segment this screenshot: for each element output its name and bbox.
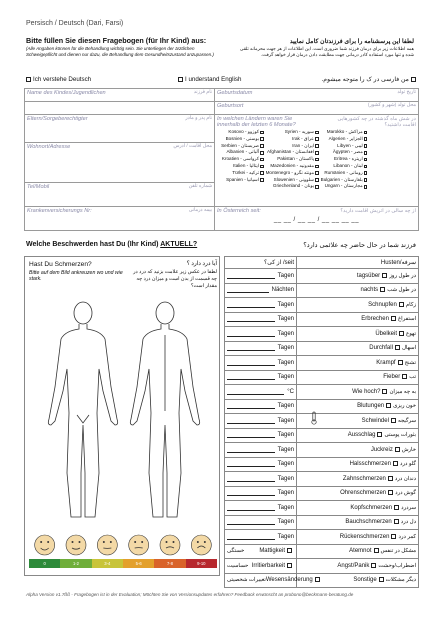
country-checkbox[interactable] <box>315 151 319 155</box>
country-option[interactable]: Mazedonien - مقدونیه <box>266 163 319 170</box>
symptom-duration[interactable]: Tagen <box>225 341 297 356</box>
extra-checkbox[interactable] <box>379 577 384 582</box>
pain-face-icon[interactable] <box>35 535 55 555</box>
checkbox-english[interactable] <box>178 77 183 82</box>
country-checkbox[interactable] <box>315 165 319 169</box>
symptom-duration[interactable]: Tagen <box>225 443 297 458</box>
country-option[interactable]: Ägypten - مصر <box>321 149 368 156</box>
symptom-label[interactable]: Kopfschmerzen سردرد <box>297 501 419 516</box>
symptom-label[interactable]: Rückenschmerzen کمر درد <box>297 530 419 545</box>
symptom-label[interactable]: Bauchschmerzen دل درد <box>297 515 419 530</box>
child-name-input-area[interactable] <box>25 102 215 115</box>
insurance-field[interactable]: Krankenversicherungs Nr: بیمه درمانی <box>25 207 215 231</box>
checkbox-german[interactable] <box>26 77 31 82</box>
extra-symptom-left[interactable]: خستگی Mattigkeit <box>225 544 297 559</box>
child-name-field[interactable]: Name des Kindes/Jugendlichen نام فرزند <box>25 89 215 102</box>
country-option <box>369 156 416 163</box>
country-checkbox[interactable] <box>260 171 264 175</box>
extra-checkbox[interactable] <box>371 563 376 568</box>
country-option[interactable]: Italien - ایتالیا <box>217 163 264 170</box>
personal-data-form <box>24 88 419 231</box>
option-english[interactable] <box>178 76 241 83</box>
pain-scale[interactable] <box>29 559 217 568</box>
symptom-checkbox[interactable] <box>391 316 396 321</box>
country-option[interactable]: Irak - عراق <box>266 136 319 143</box>
pain-faces[interactable] <box>29 532 217 558</box>
symptom-checkbox[interactable] <box>382 273 387 278</box>
guardian-field[interactable]: Eltern/Sorgeberechtigter نام پدر و مادر <box>25 115 215 143</box>
country-checkbox[interactable] <box>260 178 264 182</box>
symptom-duration[interactable]: Tagen <box>225 472 297 487</box>
pain-face-icon[interactable] <box>97 535 117 555</box>
country-checkbox[interactable] <box>260 165 264 169</box>
address-field[interactable]: Wohnort/Adresse محل اقامت / آدرس <box>25 143 215 183</box>
symptom-row <box>225 530 419 545</box>
pain-scale-segment[interactable]: 9-10 <box>186 559 217 568</box>
pain-face-icon[interactable] <box>129 535 149 555</box>
country-option[interactable]: Eritrea - اریتره <box>321 156 368 163</box>
country-option <box>369 177 416 184</box>
symptom-label[interactable]: Durchfall اسهال <box>297 341 419 356</box>
phone-field[interactable]: Tel/Mobil شماره تلفن <box>25 183 215 207</box>
country-checkbox[interactable] <box>315 137 319 141</box>
pain-scale-segment[interactable]: 3-4 <box>92 559 123 568</box>
option-farsi-label: من فارسی در ک را متوجه میشوم. <box>321 76 409 83</box>
symptom-row <box>225 486 419 501</box>
country-checkbox[interactable] <box>364 158 368 162</box>
intro-german <box>26 36 226 57</box>
country-option[interactable]: Kosovo - کوزوو <box>217 129 264 136</box>
symptom-duration[interactable]: Tagen <box>225 327 297 342</box>
country-checkbox[interactable] <box>260 151 264 155</box>
symptom-label[interactable]: Krampf تشنج <box>297 356 419 371</box>
symptom-cough-header: Husten/سرفه <box>297 257 419 269</box>
country-option <box>369 163 416 170</box>
extra-symptom-row <box>225 573 419 588</box>
symptom-row <box>225 298 419 313</box>
extra-checkbox[interactable] <box>287 548 292 553</box>
country-checkbox[interactable] <box>315 171 319 175</box>
extra-checkbox[interactable] <box>374 548 379 553</box>
symptom-duration[interactable]: Tagen <box>225 399 297 414</box>
symptom-checkbox[interactable] <box>402 374 407 379</box>
symptom-duration[interactable]: Tagen <box>225 530 297 545</box>
symptom-label[interactable]: Fieber تب <box>297 370 419 385</box>
intro-german-title: Bitte füllen Sie diesen Fragebogen (für Ihr Kind) aus: <box>26 36 207 45</box>
country-checkbox[interactable] <box>364 151 368 155</box>
country-option[interactable]: Rumänien - رومانی <box>321 170 368 177</box>
pain-scale-segment[interactable]: 1-2 <box>60 559 91 568</box>
symptom-label[interactable]: Juckreiz خارش <box>297 443 419 458</box>
pain-face-icon[interactable] <box>160 535 180 555</box>
symptom-checkbox[interactable] <box>399 302 404 307</box>
country-option[interactable]: Spanien - اسپانیا <box>217 177 264 184</box>
symptom-table <box>224 256 419 588</box>
symptom-duration[interactable]: Tagen <box>225 370 297 385</box>
country-checkbox[interactable] <box>260 131 264 135</box>
checkbox-farsi[interactable] <box>411 77 416 82</box>
country-option[interactable]: Pakistan - پاکستان <box>266 156 319 163</box>
symptom-checkbox[interactable] <box>394 505 399 510</box>
extra-symptom-right[interactable]: Angst/Panik اضطراب/وحشت <box>297 559 419 574</box>
symptom-label[interactable]: Übelkeit تهوع <box>297 327 419 342</box>
country-option[interactable]: Libanon - لبنان <box>321 163 368 170</box>
symptom-row <box>225 341 419 356</box>
pain-scale-segment[interactable]: 0 <box>29 559 60 568</box>
country-option[interactable]: Marokko - مراکش <box>321 129 368 136</box>
country-checkbox[interactable] <box>260 144 264 148</box>
country-checkbox[interactable] <box>260 137 264 141</box>
country-checkbox[interactable] <box>260 158 264 162</box>
country-option[interactable]: Libyen - لیبی <box>321 143 368 150</box>
symptom-row <box>225 283 419 298</box>
symptom-row <box>225 327 419 342</box>
pain-scale-segment[interactable]: 7-8 <box>154 559 185 568</box>
symptom-label[interactable]: Schwindel سرگیجه <box>297 414 419 429</box>
country-checkbox[interactable] <box>364 165 368 169</box>
symptom-duration[interactable]: Tagen <box>225 457 297 472</box>
symptom-label[interactable]: Halsschmerzen گلو درد <box>297 457 419 472</box>
symptom-duration[interactable]: Nächten <box>225 283 297 298</box>
since-austria-field[interactable]: In Österreich seit: از چه سالی در اتریش اقامت دارید؟ __ __ / __ __ / __ __ __ __ <box>215 207 419 231</box>
pain-scale-segment[interactable]: 5-6 <box>123 559 154 568</box>
pain-question-farsi: آیا درد دارد ؟ <box>186 261 217 267</box>
country-option <box>369 129 416 136</box>
symptom-duration[interactable]: °C <box>225 385 297 400</box>
extra-symptom-row <box>225 544 419 559</box>
pain-face-icon[interactable] <box>66 535 86 555</box>
symptom-duration[interactable]: Tagen <box>225 356 297 371</box>
symptom-label[interactable]: Ausschlag بثورات پوستی <box>297 428 419 443</box>
symptom-row <box>225 370 419 385</box>
symptom-label[interactable]: Schnupfen زکام <box>297 298 419 313</box>
symptom-row <box>225 515 419 530</box>
pain-hint-farsi: لطفا در عکس زیر علامت بزنید که درد در چه قسمت از بدن است و میزان درد چه مقدار است؟ <box>133 269 217 289</box>
symptom-duration[interactable]: Tagen <box>225 269 297 284</box>
symptom-checkbox[interactable] <box>380 287 385 292</box>
country-checkbox[interactable] <box>364 137 368 141</box>
country-checkbox[interactable] <box>364 144 368 148</box>
extra-symptom-left[interactable]: حساسیت Irritierbarkeit <box>225 559 297 574</box>
country-option[interactable]: Montenegro - مونته نگرو <box>266 170 319 177</box>
pain-hint: Bitte auf dem Bild ankreuzen wo und wie stark. <box>29 270 123 283</box>
symptom-row <box>225 399 419 414</box>
symptom-checkbox[interactable] <box>386 403 391 408</box>
since-austria-date[interactable]: __ __ / __ __ / __ __ __ __ <box>273 217 360 223</box>
country-option[interactable]: Ungarn - مجارستان <box>321 183 368 190</box>
country-checkbox[interactable] <box>364 178 368 182</box>
option-english-label: I understand English <box>185 76 242 83</box>
symptom-label[interactable]: Erbrechen استفراغ <box>297 312 419 327</box>
symptom-checkbox[interactable] <box>395 447 400 452</box>
extra-checkbox[interactable] <box>287 563 292 568</box>
symptom-row <box>225 428 419 443</box>
country-checkbox[interactable] <box>315 178 319 182</box>
extra-checkbox[interactable] <box>315 577 320 582</box>
symptom-checkbox[interactable] <box>391 418 396 423</box>
symptom-duration[interactable]: Tagen <box>225 428 297 443</box>
option-farsi[interactable] <box>286 76 416 83</box>
symptom-duration[interactable]: Tagen <box>225 312 297 327</box>
symptom-label[interactable]: Zahnschmerzen دندان درد <box>297 472 419 487</box>
symptom-duration[interactable]: Tagen <box>225 515 297 530</box>
symptom-checkbox[interactable] <box>394 519 399 524</box>
country-option[interactable]: Algerien - الجزایر <box>321 136 368 143</box>
extra-symptom-right[interactable]: Atemnot مشکل در تنفس <box>297 544 419 559</box>
thermometer-icon <box>310 411 318 425</box>
symptom-checkbox[interactable] <box>391 534 396 539</box>
body-back[interactable] <box>130 302 199 517</box>
country-option[interactable]: Bosnien - بوسنی <box>217 136 264 143</box>
intro-farsi-title: لطفا این پرسشنامه را برای فرزندتان کامل نمایید <box>289 38 414 45</box>
symptom-duration[interactable]: Tagen <box>225 414 297 429</box>
symptoms-heading-farsi: فرزند شما در حال حاضر چه علائمی دارد؟ <box>303 242 416 249</box>
symptom-label[interactable]: Blutungen خون ریزی <box>297 399 419 414</box>
symptom-duration[interactable]: Tagen <box>225 298 297 313</box>
symptom-row <box>225 356 419 371</box>
country-option[interactable]: Bulgarien - بلغارستان <box>321 177 368 184</box>
country-option[interactable]: Kroatien - کرواسی <box>217 156 264 163</box>
country-checkbox[interactable] <box>364 185 368 189</box>
country-option[interactable]: Iran - ایران <box>266 143 319 150</box>
countries-field: In welchen Ländern waren Sie innerhalb der letzten 6 Monate? در شش ماه گذشته در چه کشورهایی اقامت داشتید؟ Kosovo - کوزوو Syrien - سوریه Marokko - مراکش Bosnien - بوسنی Irak - عراق Algerien - الجزایر Serbien - صربستان Iran - ایران Libyen - لیبی Albanien - آلبانی Afghanistan - افغانستان Ägypten - مصر Kroatien - کرواسی Pakistan - پاکستان Eritrea - اریتره Italien - ایتالیا Mazedonien - مقدونیه Libanon - لبنان Türkei - ترکیه Montenegro - مونته نگرو Rumänien - رومانی Spanien - اسپانیا Slowenien - سلوونی Bulgarien - بلغارستان Griechenland - یونان Ungarn - مجارستان <box>215 115 419 207</box>
country-option <box>369 149 416 156</box>
symptom-duration[interactable]: Tagen <box>225 486 297 501</box>
symptom-checkbox[interactable] <box>377 432 382 437</box>
body-front[interactable] <box>48 302 117 517</box>
intro-farsi-body: همه اطلاعات زیر برای درمان فرزند شما ضروری است. این اطلاعات از هر جهت محرمانه تلقی شده و تنها مورد استفاده کادر درمانی جهت مطابقت دادن درمان قرار خواهد گرفت. <box>240 46 414 57</box>
symptom-checkbox[interactable] <box>393 461 398 466</box>
country-checkbox[interactable] <box>315 144 319 148</box>
country-option[interactable]: Albanien - آلبانی <box>217 149 264 156</box>
birth-place-field[interactable]: Geburtsort محل تولد (شهر و کشور) <box>215 102 419 115</box>
country-option[interactable]: Afghanistan - افغانستان <box>266 149 319 156</box>
symptom-duration[interactable]: Tagen <box>225 501 297 516</box>
country-option <box>217 183 264 190</box>
country-option <box>369 170 416 177</box>
pain-section <box>24 256 220 576</box>
country-checkbox[interactable] <box>364 171 368 175</box>
symptom-checkbox[interactable] <box>398 360 403 365</box>
symptom-checkbox[interactable] <box>388 476 393 481</box>
symptom-row <box>225 501 419 516</box>
country-option[interactable]: Türkei - ترکیه <box>217 170 264 177</box>
symptom-label[interactable]: tagsüber در طول روز <box>297 269 419 284</box>
pain-question: Hast Du Schmerzen? <box>29 261 92 268</box>
country-option <box>369 136 416 143</box>
pain-face-icon[interactable] <box>191 535 211 555</box>
symptom-row <box>225 472 419 487</box>
language-options <box>26 76 416 88</box>
symptom-row <box>225 414 419 429</box>
footer-note: Alpha Version v1.7ßß - Fragebogen ist in der Evaluation; Möchten Sie von Versionsupdates erfahren? Feedback erwünscht an probono@beckmann-beratung.de <box>26 592 354 597</box>
extra-symptom-left[interactable]: تغییرات شخصیتی Wesensänderung <box>225 573 297 588</box>
symptom-row <box>225 443 419 458</box>
symptom-label[interactable]: nachts در طول شب <box>297 283 419 298</box>
intro-farsi <box>234 38 414 58</box>
symptom-checkbox[interactable] <box>382 389 387 394</box>
symptom-checkbox[interactable] <box>395 345 400 350</box>
symptom-checkbox[interactable] <box>399 331 404 336</box>
symptom-row <box>225 312 419 327</box>
intro-german-body: (Alle Angaben können für die Behandlung wichtig sein. Sie unterliegen der ärztlichen Schweigepflicht und dienen nur dazu, die Behandlung dem Gesundheitszustand anzupassen.) <box>26 46 214 57</box>
symptom-since-header: seit/ از کی؟ <box>225 257 297 269</box>
birth-date-field[interactable]: Geburtsdatum تاریخ تولد <box>215 89 419 102</box>
symptom-row <box>225 269 419 284</box>
option-german[interactable] <box>26 76 91 83</box>
body-diagram[interactable] <box>25 295 221 527</box>
country-checkbox[interactable] <box>315 158 319 162</box>
extra-symptom-right[interactable]: Sonstige دیگر مشکلات <box>297 573 419 588</box>
option-german-label: Ich verstehe Deutsch <box>33 76 92 83</box>
symptom-checkbox[interactable] <box>388 490 393 495</box>
country-checklist <box>217 128 416 190</box>
extra-symptom-row <box>225 559 419 574</box>
symptom-label[interactable]: Wie hoch? به چه میزان <box>297 385 419 400</box>
symptom-label[interactable]: Ohrenschmerzen گوش درد <box>297 486 419 501</box>
symptom-row <box>225 457 419 472</box>
symptom-row <box>225 385 419 400</box>
language-tag: Persisch / Deutsch (Dari, Farsi) <box>26 20 124 27</box>
country-option[interactable]: Slowenien - سلوونی <box>266 177 319 184</box>
country-option <box>369 143 416 150</box>
country-checkbox[interactable] <box>364 131 368 135</box>
country-option[interactable]: Griechenland - یونان <box>266 183 319 190</box>
country-checkbox[interactable] <box>315 131 319 135</box>
symptoms-heading: Welche Beschwerden hast Du (Ihr Kind) AKTUELL? <box>26 241 198 248</box>
country-option[interactable]: Syrien - سوریه <box>266 129 319 136</box>
country-checkbox[interactable] <box>315 185 319 189</box>
country-option[interactable]: Serbien - صربستان <box>217 143 264 150</box>
country-option <box>369 183 416 190</box>
